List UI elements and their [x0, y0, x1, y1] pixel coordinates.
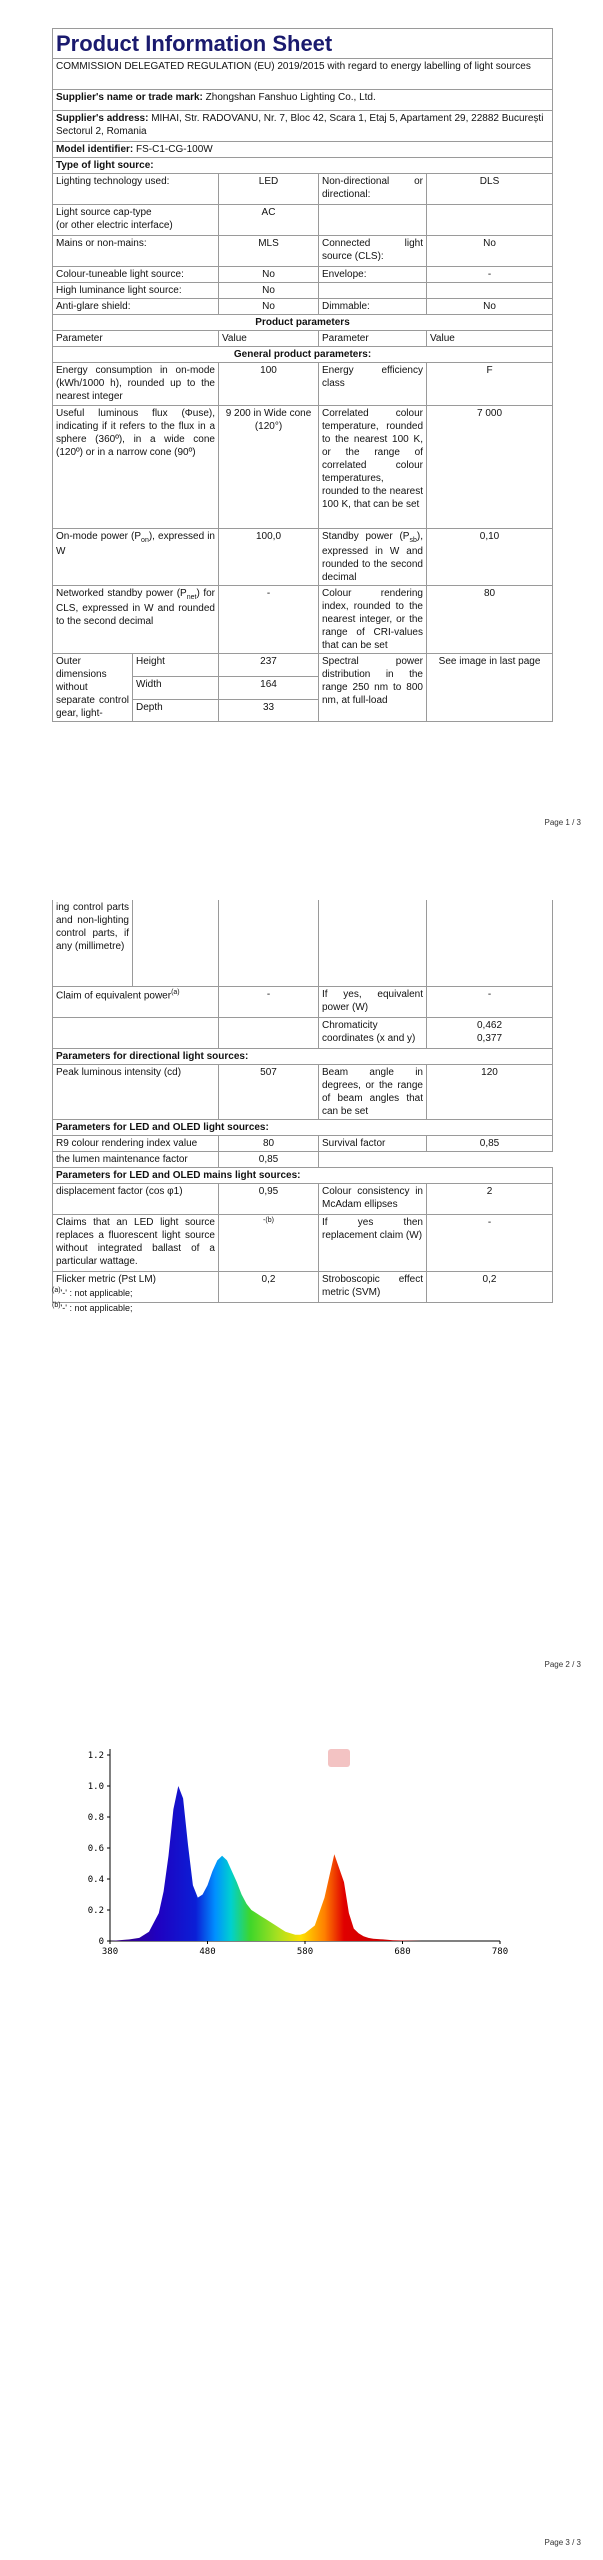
flicker-label: Flicker metric (Pst LM) — [53, 1272, 219, 1303]
displacement-value: 0,95 — [219, 1184, 319, 1215]
replacement-claim-label: Claims that an LED light source replaces a fluorescent light source without integrated ballast of a particular wattage. — [53, 1215, 219, 1272]
standby-label-sub: sb — [409, 537, 417, 545]
dimensions-label-continued: ing control parts and non-lighting control parts, if any (millimetre) — [53, 900, 133, 987]
directional-value: DLS — [427, 174, 553, 205]
onmode-label-sub: on — [141, 537, 149, 545]
col-header-parameter: Parameter — [53, 331, 219, 347]
onmode-label-b: ), expressed in W — [56, 531, 215, 558]
led-mains-header: Parameters for LED and OLED mains light sources: — [53, 1168, 553, 1184]
empty-cell — [319, 900, 427, 987]
cap-type-value: AC — [219, 205, 319, 236]
svm-label: Stroboscopic effect metric (SVM) — [319, 1272, 427, 1303]
directional-header: Parameters for directional light sources: — [53, 1049, 553, 1065]
empty-cell — [53, 1018, 219, 1049]
spectral-power-chart — [70, 1735, 510, 1965]
empty-cell — [427, 283, 553, 299]
survival-factor-value: 0,85 — [427, 1136, 553, 1152]
page-1 — [0, 0, 603, 840]
y-tick-label: 0.8 — [87, 1813, 104, 1823]
anti-glare-label: Anti-glare shield: — [53, 299, 219, 315]
energy-label: Energy consumption in on-mode (kWh/1000 h), rounded up to the nearest integer — [53, 363, 219, 406]
networked-label-sub: net — [186, 594, 197, 602]
r9-label: R9 colour rendering index value — [53, 1136, 219, 1152]
spd-value: See image in last page — [427, 654, 553, 722]
footnotes — [52, 1286, 133, 1315]
dimmable-label: Dimmable: — [319, 299, 427, 315]
page-number-3: Page 3 / 3 — [544, 2538, 581, 2547]
footnote-b-text: '-' : not applicable; — [60, 1302, 133, 1313]
empty-cell — [427, 1152, 553, 1168]
product-parameters-header: Product parameters — [53, 315, 553, 331]
cct-value: 7 000 — [427, 406, 553, 529]
onmode-power-label — [53, 529, 219, 586]
empty-cell — [219, 900, 319, 987]
supplier-address-row — [53, 111, 553, 142]
efficiency-class-label: Energy efficiency class — [319, 363, 427, 406]
col-header-value-2: Value — [427, 331, 553, 347]
envelope-label: Envelope: — [319, 267, 427, 283]
x-tick-label: 780 — [491, 1947, 509, 1957]
standby-power-value: 0,10 — [427, 529, 553, 586]
cls-label: Connected light source (CLS): — [319, 236, 427, 267]
flicker-value: 0,2 — [219, 1272, 319, 1303]
general-params-header: General product parameters: — [53, 347, 553, 363]
y-tick-label: 0.2 — [87, 1906, 104, 1916]
displacement-label: displacement factor (cos φ1) — [53, 1184, 219, 1215]
lumen-maintenance-value: 0,85 — [219, 1152, 319, 1168]
replacement-watts-value: - — [427, 1215, 553, 1272]
colour-consistency-value: 2 — [427, 1184, 553, 1215]
page-3 — [0, 1680, 603, 2560]
standby-label-a: Standby power (P — [322, 531, 410, 543]
peak-intensity-value: 507 — [219, 1065, 319, 1120]
cri-value: 80 — [427, 586, 553, 654]
footnote-a-text: '-' : not applicable; — [60, 1288, 133, 1298]
r9-value: 80 — [219, 1136, 319, 1152]
height-value: 237 — [219, 654, 319, 677]
supplier-name-value: Zhongshan Fanshuo Lighting Co., Ltd. — [205, 92, 376, 104]
onmode-power-value: 100,0 — [219, 529, 319, 586]
page-title: Product Information Sheet — [53, 29, 553, 59]
width-value: 164 — [219, 677, 319, 700]
colour-tuneable-value: No — [219, 267, 319, 283]
flux-value: 9 200 in Wide cone (120°) — [219, 406, 319, 529]
networked-label-b: ) for CLS, expressed in W and rounded to the second decimal — [56, 588, 215, 628]
equiv-power-sup: (a) — [171, 989, 180, 996]
dimmable-value: No — [427, 299, 553, 315]
x-tick-label: 680 — [394, 1947, 411, 1957]
dimensions-label: Outer dimensions without separate control gear, light- — [53, 654, 133, 722]
chart-ticks — [88, 1751, 508, 1957]
empty-cell — [319, 205, 427, 236]
info-table-page2 — [52, 900, 553, 1303]
width-label: Width — [133, 677, 219, 700]
cap-type-label-a: Light source cap-type — [56, 207, 152, 219]
footnote-a-mark: (a) — [52, 1287, 61, 1294]
footnote-b-mark: (b) — [52, 1301, 61, 1309]
type-header: Type of light source: — [53, 158, 553, 174]
high-luminance-value: No — [219, 283, 319, 299]
colour-consistency-label: Colour consistency in McAdam ellipses — [319, 1184, 427, 1215]
svm-value: 0,2 — [427, 1272, 553, 1303]
equiv-power-label-text: Claim of equivalent power — [56, 990, 172, 1002]
supplier-name-label: Supplier's name or trade mark: — [56, 92, 203, 104]
networked-label-a: Networked standby power (P — [56, 588, 187, 600]
anti-glare-value: No — [219, 299, 319, 315]
survival-factor-label: Survival factor — [319, 1136, 427, 1152]
model-value: FS-C1-CG-100W — [136, 144, 213, 156]
empty-cell — [427, 205, 553, 236]
equiv-power-watts-value: - — [427, 987, 553, 1018]
replacement-watts-label: If yes then replacement claim (W) — [319, 1215, 427, 1272]
depth-value: 33 — [219, 699, 319, 722]
x-tick-label: 380 — [101, 1947, 119, 1957]
x-tick-label: 580 — [296, 1947, 314, 1957]
depth-label: Depth — [133, 699, 219, 722]
spd-label: Spectral power distribution in the range 250 nm to 800 nm, at full-load — [319, 654, 427, 722]
lighting-tech-value: LED — [219, 174, 319, 205]
chromaticity-x: 0,462 — [476, 1020, 503, 1031]
y-tick-label: 0 — [98, 1937, 104, 1947]
page-number-1: Page 1 / 3 — [544, 818, 581, 827]
equiv-power-watts-label: If yes, equivalent power (W) — [319, 987, 427, 1018]
standby-label-b: ), expressed in W and rounded to the second decimal — [322, 531, 423, 584]
x-tick-label: 480 — [199, 1947, 216, 1957]
colour-tuneable-label: Colour-tuneable light source: — [53, 267, 219, 283]
model-row — [53, 142, 553, 158]
y-tick-label: 1.0 — [87, 1782, 104, 1792]
onmode-label-a: On-mode power (P — [56, 531, 142, 543]
flux-label: Useful luminous flux (Φuse), indicating if it refers to the flux in a sphere (360º), in a wide cone (120º) or in a narrow cone (90º) — [53, 406, 219, 529]
replacement-claim-value: -(b) — [219, 1215, 319, 1272]
y-tick-label: 0.4 — [87, 1875, 104, 1885]
beam-angle-value: 120 — [427, 1065, 553, 1120]
chromaticity-label: Chromaticity coordinates (x and y) — [319, 1018, 427, 1049]
watermark-logo — [328, 1749, 350, 1767]
supplier-address-label: Supplier's address: — [56, 113, 149, 125]
footnote-b — [52, 1301, 133, 1316]
mains-label: Mains or non-mains: — [53, 236, 219, 267]
energy-value: 100 — [219, 363, 319, 406]
mains-value: MLS — [219, 236, 319, 267]
col-header-value: Value — [219, 331, 319, 347]
led-header: Parameters for LED and OLED light sources: — [53, 1120, 553, 1136]
regulation-text: COMMISSION DELEGATED REGULATION (EU) 2019/2015 with regard to energy labelling of light sources — [53, 59, 553, 90]
lighting-tech-label: Lighting technology used: — [53, 174, 219, 205]
cap-type-label — [53, 205, 219, 236]
spectrum-area — [110, 1786, 500, 1941]
lumen-maintenance-label: the lumen maintenance factor — [53, 1152, 219, 1168]
empty-cell — [319, 1152, 427, 1168]
y-tick-label: 0.6 — [87, 1844, 104, 1854]
efficiency-class-value: F — [427, 363, 553, 406]
cct-label: Correlated colour temperature, rounded to the nearest 100 K, or the range of correlated colour temperatures, rounded to the nearest 100 K, that can be set — [319, 406, 427, 529]
supplier-address-value: MIHAI, Str. RADOVANU, Nr. 7, Bloc 42, Scara 1, Etaj 5, Apartament 29, 22882 București Sectorul 2, Romania — [56, 113, 544, 138]
height-label: Height — [133, 654, 219, 677]
chromaticity-value — [427, 1018, 553, 1049]
directional-label: Non-directional or directional: — [319, 174, 427, 205]
envelope-value: - — [427, 267, 553, 283]
chromaticity-y: 0,377 — [476, 1033, 503, 1044]
peak-intensity-label: Peak luminous intensity (cd) — [53, 1065, 219, 1120]
model-label: Model identifier: — [56, 144, 134, 156]
beam-angle-label: Beam angle in degrees, or the range of beam angles that can be set — [319, 1065, 427, 1120]
networked-standby-value: - — [219, 586, 319, 654]
empty-cell — [319, 283, 427, 299]
standby-power-label — [319, 529, 427, 586]
y-tick-label: 1.2 — [87, 1751, 104, 1761]
cls-value: No — [427, 236, 553, 267]
supplier-name-row — [53, 90, 553, 111]
footnote-a — [52, 1286, 133, 1301]
page-number-2: Page 2 / 3 — [544, 1660, 581, 1669]
equiv-power-label — [53, 987, 219, 1018]
empty-cell — [427, 900, 553, 987]
high-luminance-label: High luminance light source: — [53, 283, 219, 299]
cri-label: Colour rendering index, rounded to the nearest integer, or the range of CRI-values that can be set — [319, 586, 427, 654]
networked-standby-label — [53, 586, 219, 654]
page-2 — [0, 840, 603, 1680]
col-header-parameter-2: Parameter — [319, 331, 427, 347]
cap-type-label-b: (or other electric interface) — [56, 220, 173, 232]
empty-cell — [219, 1018, 319, 1049]
empty-cell — [133, 900, 219, 987]
info-table-page1 — [52, 28, 553, 722]
equiv-power-value: - — [219, 987, 319, 1018]
